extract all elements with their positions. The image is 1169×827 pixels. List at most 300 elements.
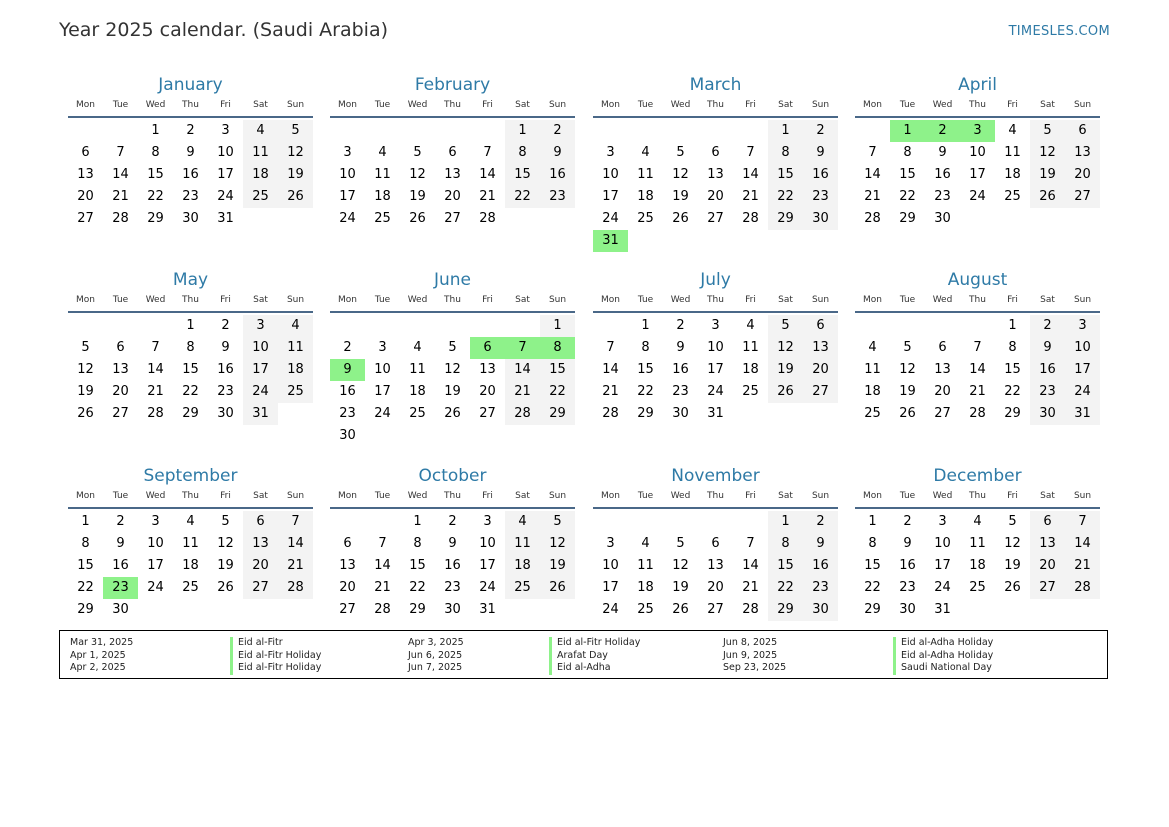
- day-cell: 25: [864, 406, 881, 421]
- day-cell: 30: [444, 602, 461, 617]
- day-cell: 22: [409, 580, 426, 595]
- day-cell: 17: [243, 359, 278, 381]
- empty-cell: [960, 315, 995, 337]
- legend-holiday-name: Eid al-Fitr Holiday: [557, 637, 641, 648]
- day-cell: 24: [707, 384, 724, 399]
- month-divider: [855, 311, 1100, 313]
- day-cell: 18: [969, 558, 986, 573]
- day-cell: 29: [182, 406, 199, 421]
- day-cell: 21: [147, 384, 164, 399]
- day-cell: 12: [540, 533, 575, 555]
- weekday-label: Thu: [969, 491, 986, 501]
- day-cell: 11: [505, 533, 540, 555]
- weekday-label: Thu: [969, 295, 986, 305]
- empty-cell: [855, 120, 890, 142]
- day-cell: 7: [116, 145, 125, 160]
- day-cell: 4: [641, 536, 650, 551]
- month-february: [330, 74, 575, 230]
- day-cell: 21: [864, 189, 881, 204]
- day-cell: 12: [278, 142, 313, 164]
- weekday-label: Wed: [932, 295, 953, 305]
- weekday-label: Thu: [182, 100, 199, 110]
- day-cell: 1: [1008, 318, 1017, 333]
- day-cell: 5: [676, 536, 685, 551]
- day-cell: 1: [890, 120, 925, 142]
- day-cell: 8: [186, 340, 195, 355]
- weekday-label: Fri: [1007, 295, 1018, 305]
- day-cell: 30: [339, 428, 356, 443]
- month-divider: [330, 311, 575, 313]
- day-cell: 26: [768, 381, 803, 403]
- day-cell: 22: [77, 580, 94, 595]
- day-cell: 25: [742, 384, 759, 399]
- day-cell: 29: [147, 211, 164, 226]
- weekday-label: Fri: [1007, 491, 1018, 501]
- legend-holiday-name: Saudi National Day: [901, 662, 992, 673]
- day-cell: 20: [1065, 164, 1100, 186]
- day-cell: 16: [444, 558, 461, 573]
- weekday-label: Sun: [286, 295, 305, 305]
- day-cell: 8: [413, 536, 422, 551]
- days-grid: [330, 315, 575, 447]
- weekday-label: Thu: [707, 295, 724, 305]
- empty-cell: [733, 120, 768, 142]
- weekday-label: Sun: [548, 100, 567, 110]
- days-grid: [68, 120, 313, 230]
- day-cell: 20: [479, 384, 496, 399]
- day-cell: 28: [864, 211, 881, 226]
- day-cell: 8: [540, 337, 575, 359]
- day-cell: 5: [448, 340, 457, 355]
- day-cell: 25: [243, 186, 278, 208]
- day-cell: 30: [182, 211, 199, 226]
- legend-holiday-name: Eid al-Adha: [557, 662, 611, 673]
- month-divider: [593, 311, 838, 313]
- calendar-grid: [68, 74, 1102, 624]
- day-cell: 18: [243, 164, 278, 186]
- day-cell: 19: [278, 164, 313, 186]
- day-cell: 25: [637, 211, 654, 226]
- day-cell: 11: [278, 337, 313, 359]
- day-cell: 7: [278, 511, 313, 533]
- day-cell: 9: [116, 536, 125, 551]
- weekday-label: Tue: [374, 295, 391, 305]
- weekday-label: Sat: [778, 100, 793, 110]
- day-cell: 14: [278, 533, 313, 555]
- weekday-label: Mon: [863, 295, 882, 305]
- month-name: May: [172, 270, 209, 290]
- day-cell: 14: [479, 167, 496, 182]
- day-cell: 12: [77, 362, 94, 377]
- day-cell: 16: [339, 384, 356, 399]
- empty-cell: [435, 120, 470, 142]
- day-cell: 26: [899, 406, 916, 421]
- day-cell: 22: [768, 186, 803, 208]
- day-cell: 16: [934, 167, 951, 182]
- day-cell: 10: [969, 145, 986, 160]
- day-cell: 2: [540, 120, 575, 142]
- day-cell: 30: [803, 208, 838, 230]
- day-cell: 26: [1030, 186, 1065, 208]
- month-november: [593, 465, 838, 621]
- day-cell: 16: [803, 555, 838, 577]
- day-cell: 20: [243, 555, 278, 577]
- day-cell: 10: [1065, 337, 1100, 359]
- day-cell: 26: [444, 406, 461, 421]
- day-cell: 29: [77, 602, 94, 617]
- day-cell: 6: [938, 340, 947, 355]
- weekday-label: Fri: [220, 295, 231, 305]
- day-cell: 28: [147, 406, 164, 421]
- weekday-label: Sun: [286, 491, 305, 501]
- weekday-label: Sun: [1073, 100, 1092, 110]
- day-cell: 5: [278, 120, 313, 142]
- day-cell: 4: [641, 145, 650, 160]
- day-cell: 6: [711, 536, 720, 551]
- day-cell: 3: [151, 514, 160, 529]
- day-cell: 20: [112, 384, 129, 399]
- day-cell: 1: [413, 514, 422, 529]
- day-cell: 26: [217, 580, 234, 595]
- day-cell: 19: [899, 384, 916, 399]
- day-cell: 9: [330, 359, 365, 381]
- month-divider: [593, 507, 838, 509]
- day-cell: 18: [637, 189, 654, 204]
- month-divider: [330, 507, 575, 509]
- day-cell: 10: [217, 145, 234, 160]
- weekday-label: Tue: [899, 491, 916, 501]
- day-cell: 21: [1065, 555, 1100, 577]
- day-cell: 4: [973, 514, 982, 529]
- weekday-label: Sun: [811, 100, 830, 110]
- day-cell: 8: [1008, 340, 1017, 355]
- month-name: December: [933, 466, 1022, 486]
- day-cell: 24: [339, 211, 356, 226]
- weekday-label: Tue: [112, 100, 129, 110]
- day-cell: 31: [593, 230, 628, 252]
- day-cell: 10: [707, 340, 724, 355]
- day-cell: 2: [903, 514, 912, 529]
- day-cell: 23: [103, 577, 138, 599]
- weekday-header: [593, 489, 838, 503]
- day-cell: 1: [868, 514, 877, 529]
- day-cell: 24: [602, 602, 619, 617]
- day-cell: 23: [1030, 381, 1065, 403]
- legend-name-column: [230, 637, 321, 675]
- day-cell: 31: [243, 403, 278, 425]
- day-cell: 17: [602, 189, 619, 204]
- legend-holiday-name: Eid al-Fitr Holiday: [238, 662, 322, 673]
- day-cell: 23: [803, 577, 838, 599]
- day-cell: 21: [479, 189, 496, 204]
- weekday-label: Tue: [899, 295, 916, 305]
- month-name: July: [700, 270, 731, 290]
- day-cell: 14: [602, 362, 619, 377]
- day-cell: 21: [505, 381, 540, 403]
- weekday-label: Sun: [811, 295, 830, 305]
- day-cell: 24: [147, 580, 164, 595]
- day-cell: 9: [448, 536, 457, 551]
- day-cell: 27: [479, 406, 496, 421]
- day-cell: 13: [707, 558, 724, 573]
- day-cell: 17: [707, 362, 724, 377]
- legend-date: Jun 7, 2025: [408, 662, 463, 673]
- day-cell: 10: [479, 536, 496, 551]
- day-cell: 2: [343, 340, 352, 355]
- day-cell: 22: [899, 189, 916, 204]
- day-cell: 7: [483, 145, 492, 160]
- legend-date: Jun 6, 2025: [408, 649, 463, 661]
- empty-cell: [470, 120, 505, 142]
- weekday-label: Sun: [1073, 295, 1092, 305]
- day-cell: 1: [540, 315, 575, 337]
- empty-cell: [733, 511, 768, 533]
- day-cell: 7: [973, 340, 982, 355]
- day-cell: 10: [602, 167, 619, 182]
- day-cell: 27: [1030, 577, 1065, 599]
- day-cell: 21: [742, 189, 759, 204]
- day-cell: 27: [934, 406, 951, 421]
- day-cell: 2: [448, 514, 457, 529]
- day-cell: 24: [602, 211, 619, 226]
- legend-date: Apr 1, 2025: [70, 649, 126, 661]
- day-cell: 16: [1030, 359, 1065, 381]
- day-cell: 6: [470, 337, 505, 359]
- day-cell: 16: [540, 164, 575, 186]
- legend-date: Jun 9, 2025: [723, 649, 778, 661]
- day-cell: 27: [707, 211, 724, 226]
- day-cell: 29: [1004, 406, 1021, 421]
- month-july: [593, 269, 838, 425]
- day-cell: 1: [186, 318, 195, 333]
- page-title: Year 2025 calendar. (Saudi Arabia): [59, 19, 388, 41]
- day-cell: 22: [540, 381, 575, 403]
- weekday-label: Fri: [482, 491, 493, 501]
- day-cell: 18: [1004, 167, 1021, 182]
- day-cell: 6: [448, 145, 457, 160]
- day-cell: 18: [409, 384, 426, 399]
- weekday-label: Thu: [444, 491, 461, 501]
- month-name: April: [958, 75, 997, 95]
- day-cell: 16: [217, 362, 234, 377]
- day-cell: 29: [637, 406, 654, 421]
- day-cell: 2: [116, 514, 125, 529]
- day-cell: 16: [899, 558, 916, 573]
- legend-holiday-name: Eid al-Adha Holiday: [901, 637, 994, 648]
- day-cell: 17: [217, 167, 234, 182]
- day-cell: 13: [707, 167, 724, 182]
- weekday-label: Sun: [1073, 491, 1092, 501]
- day-cell: 17: [1065, 359, 1100, 381]
- day-cell: 25: [409, 406, 426, 421]
- day-cell: 8: [505, 142, 540, 164]
- month-december: [855, 465, 1100, 621]
- day-cell: 23: [803, 186, 838, 208]
- weekday-header: [330, 98, 575, 112]
- weekday-header: [593, 293, 838, 307]
- day-cell: 17: [374, 384, 391, 399]
- day-cell: 7: [1065, 511, 1100, 533]
- day-cell: 13: [339, 558, 356, 573]
- day-cell: 23: [672, 384, 689, 399]
- day-cell: 19: [768, 359, 803, 381]
- legend-date-column: [723, 637, 786, 675]
- day-cell: 31: [707, 406, 724, 421]
- day-cell: 19: [1030, 164, 1065, 186]
- day-cell: 6: [1065, 120, 1100, 142]
- empty-cell: [628, 511, 663, 533]
- day-cell: 18: [864, 384, 881, 399]
- month-name: January: [158, 75, 223, 95]
- days-grid: [855, 511, 1100, 621]
- day-cell: 6: [343, 536, 352, 551]
- empty-cell: [330, 120, 365, 142]
- weekday-label: Thu: [444, 100, 461, 110]
- day-cell: 11: [409, 362, 426, 377]
- day-cell: 22: [505, 186, 540, 208]
- legend-date-column: [70, 637, 133, 675]
- day-cell: 7: [868, 145, 877, 160]
- weekday-label: Sun: [548, 295, 567, 305]
- month-april: [855, 74, 1100, 230]
- day-cell: 21: [278, 555, 313, 577]
- day-cell: 4: [868, 340, 877, 355]
- month-march: [593, 74, 838, 252]
- day-cell: 10: [243, 337, 278, 359]
- weekday-label: Sat: [1040, 491, 1055, 501]
- day-cell: 11: [637, 167, 654, 182]
- day-cell: 4: [413, 340, 422, 355]
- legend-name-column: [893, 637, 993, 675]
- day-cell: 19: [672, 189, 689, 204]
- day-cell: 27: [243, 577, 278, 599]
- weekday-label: Fri: [220, 491, 231, 501]
- day-cell: 19: [1004, 558, 1021, 573]
- day-cell: 8: [903, 145, 912, 160]
- day-cell: 23: [444, 580, 461, 595]
- weekday-label: Sat: [515, 100, 530, 110]
- day-cell: 15: [1004, 362, 1021, 377]
- weekday-label: Sat: [515, 295, 530, 305]
- day-cell: 15: [864, 558, 881, 573]
- weekday-header: [855, 489, 1100, 503]
- month-divider: [855, 507, 1100, 509]
- day-cell: 12: [899, 362, 916, 377]
- empty-cell: [470, 315, 505, 337]
- day-cell: 28: [479, 211, 496, 226]
- day-cell: 15: [147, 167, 164, 182]
- day-cell: 1: [641, 318, 650, 333]
- weekday-label: Fri: [745, 100, 756, 110]
- day-cell: 4: [1008, 123, 1017, 138]
- day-cell: 17: [969, 167, 986, 182]
- month-name: November: [671, 466, 760, 486]
- empty-cell: [505, 315, 540, 337]
- legend-holiday-name: Eid al-Adha Holiday: [901, 649, 994, 661]
- day-cell: 15: [637, 362, 654, 377]
- weekday-label: Fri: [745, 491, 756, 501]
- day-cell: 1: [768, 120, 803, 142]
- day-cell: 7: [606, 340, 615, 355]
- weekday-label: Mon: [338, 100, 357, 110]
- day-cell: 6: [1030, 511, 1065, 533]
- day-cell: 20: [444, 189, 461, 204]
- weekday-label: Thu: [182, 491, 199, 501]
- day-cell: 13: [479, 362, 496, 377]
- day-cell: 1: [505, 120, 540, 142]
- day-cell: 13: [243, 533, 278, 555]
- weekday-label: Tue: [637, 100, 654, 110]
- day-cell: 15: [768, 164, 803, 186]
- day-cell: 3: [221, 123, 230, 138]
- weekday-label: Thu: [969, 100, 986, 110]
- day-cell: 7: [505, 337, 540, 359]
- weekday-label: Mon: [338, 491, 357, 501]
- weekday-label: Sat: [253, 100, 268, 110]
- empty-cell: [330, 315, 365, 337]
- day-cell: 2: [186, 123, 195, 138]
- day-cell: 31: [1065, 403, 1100, 425]
- days-grid: [593, 315, 838, 425]
- day-cell: 28: [1065, 577, 1100, 599]
- day-cell: 26: [672, 602, 689, 617]
- day-cell: 22: [768, 577, 803, 599]
- empty-cell: [103, 120, 138, 142]
- weekday-label: Mon: [601, 491, 620, 501]
- day-cell: 21: [602, 384, 619, 399]
- weekday-label: Tue: [374, 100, 391, 110]
- day-cell: 20: [934, 384, 951, 399]
- day-cell: 4: [746, 318, 755, 333]
- day-cell: 23: [934, 189, 951, 204]
- weekday-label: Mon: [76, 100, 95, 110]
- day-cell: 24: [243, 381, 278, 403]
- day-cell: 14: [147, 362, 164, 377]
- weekday-label: Tue: [637, 295, 654, 305]
- day-cell: 27: [112, 406, 129, 421]
- empty-cell: [663, 511, 698, 533]
- brand-link[interactable]: TIMESLES.COM: [1008, 24, 1110, 39]
- day-cell: 23: [217, 384, 234, 399]
- day-cell: 21: [969, 384, 986, 399]
- days-grid: [855, 120, 1100, 230]
- day-cell: 17: [934, 558, 951, 573]
- day-cell: 2: [803, 120, 838, 142]
- day-cell: 18: [182, 558, 199, 573]
- day-cell: 9: [803, 533, 838, 555]
- empty-cell: [365, 511, 400, 533]
- day-cell: 12: [444, 362, 461, 377]
- day-cell: 25: [505, 577, 540, 599]
- day-cell: 8: [151, 145, 160, 160]
- day-cell: 31: [934, 602, 951, 617]
- day-cell: 11: [742, 340, 759, 355]
- day-cell: 20: [1030, 555, 1065, 577]
- day-cell: 7: [746, 536, 755, 551]
- weekday-label: Wed: [932, 491, 953, 501]
- day-cell: 22: [1004, 384, 1021, 399]
- day-cell: 17: [479, 558, 496, 573]
- day-cell: 3: [938, 514, 947, 529]
- day-cell: 28: [112, 211, 129, 226]
- day-cell: 12: [768, 337, 803, 359]
- day-cell: 8: [81, 536, 90, 551]
- day-cell: 10: [339, 167, 356, 182]
- day-cell: 25: [374, 211, 391, 226]
- day-cell: 24: [1065, 381, 1100, 403]
- weekday-label: Tue: [374, 491, 391, 501]
- day-cell: 23: [540, 186, 575, 208]
